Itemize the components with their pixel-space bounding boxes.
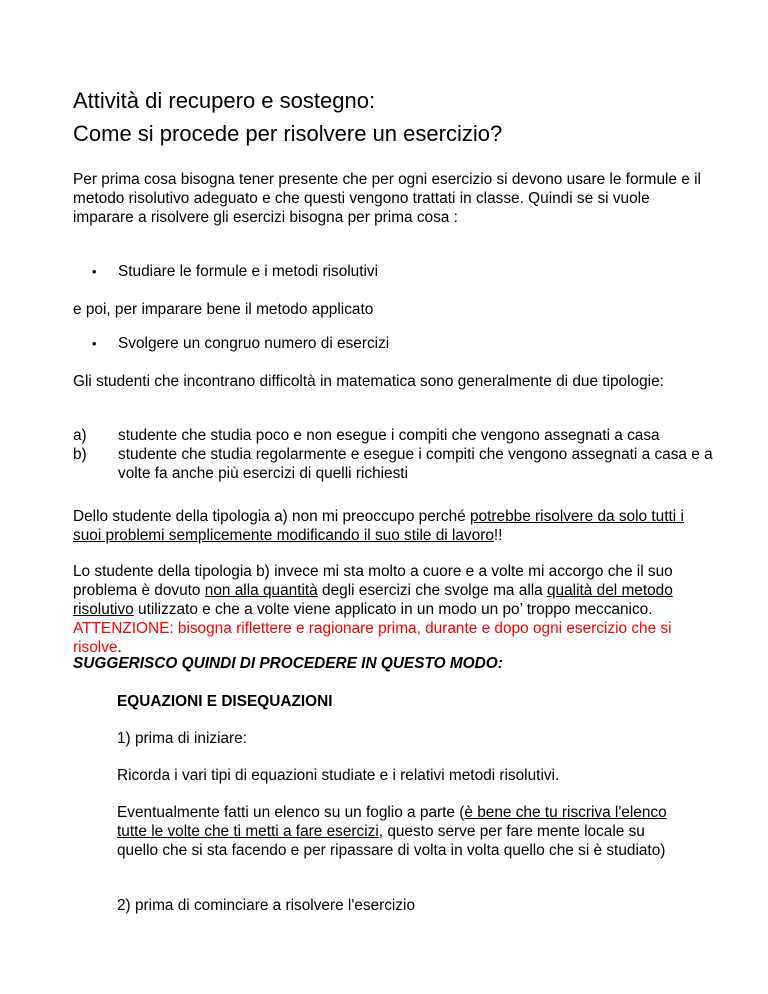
typology-list [73, 426, 713, 483]
typologies-paragraph: Gli studenti che incontrano difficoltà in matematica sono generalmente di due tipologie: [73, 373, 664, 390]
remember-paragraph: Ricorda i vari tipi di equazioni studiate e i relativi metodi risolutivi. [117, 767, 560, 784]
paragraph-typology-b: Lo studente della tipologia b) invece mi sta molto a cuore e a volte mi accorgo che il suo problema è dovuto non alla quantità degli esercizi che svolge ma alla qualità del metodo risolutivo utilizzato e che a volte viene applicato in un modo un po’ troppo meccanico. ATTENZIONE: bisogna riflettere e ragionare prima, durante e dopo ogni esercizio che si risolve. [73, 563, 673, 656]
title-recupero: Attività di recupero e sostegno: [73, 88, 376, 113]
title-question: Come si procede per risolvere un esercizio? [73, 121, 503, 146]
bullet-item: • Studiare le formule e i metodi risolutivi [73, 262, 378, 281]
suggest-heading: SUGGERISCO QUINDI DI PROCEDERE IN QUESTO MODO: [73, 655, 503, 672]
middle-paragraph: e poi, per imparare bene il metodo applicato [73, 301, 374, 318]
bullet-item: • Svolgere un congruo numero di esercizi [73, 334, 389, 353]
bullet-list-2 [73, 334, 389, 353]
section-title: EQUAZIONI E DISEQUAZIONI [117, 693, 333, 710]
step-2: 2) prima di cominciare a risolvere l'esercizio [117, 897, 416, 914]
list-item: a) studente che studia poco e non esegue i compiti che vengono assegnati a casa [73, 427, 660, 444]
bullet-list-1 [73, 262, 378, 281]
warning-text: ATTENZIONE: bisogna riflettere e ragionare prima, durante e dopo ogni esercizio che si risolve [73, 620, 672, 656]
step-1: 1) prima di iniziare: [117, 730, 248, 747]
list-item: b) studente che studia regolarmente e esegue i compiti che vengono assegnati a casa e a volte fa anche più esercizi di quelli richiesti [73, 446, 713, 482]
intro-paragraph: Per prima cosa bisogna tener presente che per ogni esercizio si devono usare le formule e il metodo risolutivo adeguato e che questi vengono trattati in classe. Quindi se si vuole imparare a risolvere gli esercizi bisogna per prima cosa : [73, 171, 701, 226]
list-note-paragraph: Eventualmente fatti un elenco su un foglio a parte (è bene che tu riscriva l'elenco tutte le volte che ti metti a fare esercizi, questo serve per fare mente locale su quello che si sta facendo e per ripassare di volta in volta quello che si è studiato) [117, 804, 667, 859]
paragraph-typology-a: Dello studente della tipologia a) non mi preoccupo perché potrebbe risolvere da solo tutti i suoi problemi semplicemente modificando il suo stile di lavoro!! [73, 508, 684, 544]
